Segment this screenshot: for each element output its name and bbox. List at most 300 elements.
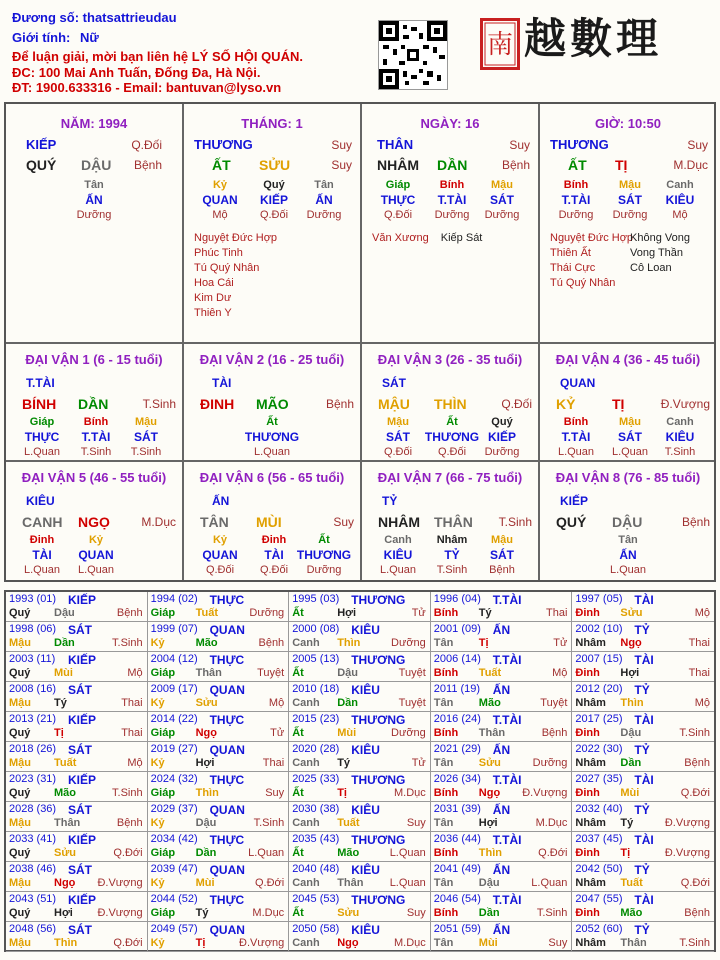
luck-title: ĐẠI VẬN 1 (6 - 15 tuổi) <box>25 352 163 367</box>
year-god: SÁT <box>68 803 92 817</box>
hidden-status: L.Quan <box>77 564 115 576</box>
year-god: TÀI <box>634 593 654 607</box>
year-stem: Nhâm <box>575 817 606 829</box>
year-stem: Mậu <box>9 937 31 949</box>
year-cell <box>289 802 431 832</box>
year-cell <box>289 772 431 802</box>
year-branch: Mão <box>478 697 501 709</box>
year-cell <box>148 592 290 622</box>
year-status: T.Sinh <box>112 787 143 799</box>
year-stem: Canh <box>292 937 320 949</box>
pillar-title: NĂM: 1994 <box>60 116 128 131</box>
year-branch: Tuất <box>195 607 218 619</box>
luck-status: M.Dục <box>141 515 176 529</box>
year-branch: Dần <box>620 757 642 769</box>
year-status: Dưỡng <box>391 727 426 739</box>
luck-god: KIÊU <box>26 494 55 508</box>
hidden-stem: Kỷ <box>212 179 228 191</box>
luck-god: TỶ <box>382 494 398 508</box>
year-branch: Mùi <box>337 727 357 739</box>
year-cell <box>148 802 290 832</box>
year-branch: Tý <box>337 757 351 769</box>
year-stem: Quý <box>9 847 31 859</box>
year-branch: Hợi <box>478 817 498 829</box>
year-branch: Thân <box>337 877 364 889</box>
hidden-status: T.Sinh <box>664 446 696 458</box>
year-god: T.TÀI <box>492 773 522 787</box>
year-status: Bệnh <box>258 637 285 649</box>
year-status: Đ.Vượng <box>664 847 710 859</box>
luck-stem: QUÝ <box>556 514 587 530</box>
year-status: M.Dục <box>252 907 285 919</box>
year-label: 2040 (48) <box>292 863 340 875</box>
year-god: SÁT <box>68 743 92 757</box>
hidden-stem: Mậu <box>387 416 409 428</box>
year-branch: Tý <box>620 817 634 829</box>
year-status: Q.Đới <box>113 847 143 859</box>
year-label: 2019 (27) <box>150 743 198 755</box>
year-cell <box>289 652 431 682</box>
year-status: Suy <box>406 907 426 919</box>
year-branch: Tuất <box>54 757 77 769</box>
year-branch: Tuất <box>620 877 643 889</box>
year-cell <box>572 922 714 952</box>
year-cell <box>289 592 431 622</box>
star-name: Thái Cực <box>550 262 596 274</box>
year-branch: Tị <box>478 637 489 649</box>
year-stem: Kỷ <box>150 817 165 829</box>
year-stem: Giáp <box>150 667 176 679</box>
year-stem: Canh <box>292 637 320 649</box>
hidden-god: ẤN <box>85 193 103 207</box>
year-label: 2049 (57) <box>150 923 198 935</box>
year-cell <box>431 772 573 802</box>
year-status: Thai <box>688 667 710 679</box>
year-god: SÁT <box>68 863 92 877</box>
year-status: Dưỡng <box>532 757 568 769</box>
year-cell <box>431 922 573 952</box>
year-status: Thai <box>121 727 143 739</box>
year-god: KIẾP <box>68 773 97 787</box>
year-cell <box>6 622 148 652</box>
hidden-status: Dưỡng <box>558 209 594 221</box>
year-stem: Bính <box>433 727 459 739</box>
year-label: 2047 (55) <box>575 893 623 905</box>
luck-god: T.TÀI <box>26 376 55 390</box>
year-cell <box>572 682 714 712</box>
luck-title: ĐẠI VẬN 5 (46 - 55 tuổi) <box>21 470 167 485</box>
hidden-status: L.Quan <box>611 446 649 458</box>
hidden-god: THƯƠNG <box>244 430 300 444</box>
year-stem: Canh <box>292 817 320 829</box>
star-list-right <box>630 231 690 276</box>
year-god: SÁT <box>68 683 92 697</box>
luck-stem: NHÂM <box>378 514 420 530</box>
pillar-top-status: Suy <box>509 138 530 152</box>
year-label: 2026 (34) <box>433 773 481 785</box>
year-god: KIÊU <box>351 743 380 757</box>
luck-status: Bệnh <box>681 515 710 529</box>
year-god: KIẾP <box>68 833 97 847</box>
year-label: 2007 (15) <box>575 653 623 665</box>
year-cell <box>6 922 148 952</box>
pillar-status: Suy <box>331 158 352 172</box>
year-god: ẤN <box>492 623 511 637</box>
year-status: Đ.Vượng <box>97 877 143 889</box>
year-label: 2000 (08) <box>292 623 340 635</box>
year-label: 2008 (16) <box>9 683 57 695</box>
year-stem: Bính <box>433 907 459 919</box>
year-cell <box>148 772 290 802</box>
year-cell <box>289 622 431 652</box>
year-stem: Nhâm <box>575 757 606 769</box>
pillar-stem: QUÝ <box>26 157 57 173</box>
year-cell <box>289 832 431 862</box>
year-status: Tử <box>411 757 426 769</box>
year-label: 1995 (03) <box>292 593 340 605</box>
hidden-god: KIẾP <box>487 430 516 444</box>
year-branch: Dậu <box>195 817 217 829</box>
year-label: 2042 (50) <box>575 863 623 875</box>
star-name: Thiên Ất <box>550 247 591 259</box>
year-stem: Mậu <box>9 757 31 769</box>
luck-branch: MÙI <box>256 514 282 530</box>
year-label: 2006 (14) <box>433 653 481 665</box>
year-cell <box>572 652 714 682</box>
hidden-stem: Kỷ <box>212 534 228 546</box>
year-god: THỰC <box>209 893 245 907</box>
year-god: QUAN <box>209 743 245 757</box>
year-label: 2041 (49) <box>433 863 481 875</box>
hidden-status: Q.Đối <box>259 564 289 576</box>
year-status: T.Sinh <box>253 817 285 829</box>
chart-grid <box>4 102 716 582</box>
year-god: TỶ <box>634 923 650 937</box>
luck-branch: DẬU <box>612 514 643 530</box>
star-name: Nguyệt Đức Hợp <box>194 232 278 244</box>
year-stem: Quý <box>9 667 31 679</box>
year-god: T.TÀI <box>492 713 522 727</box>
year-stem: Canh <box>292 697 320 709</box>
star-name: Tú Quý Nhân <box>194 262 260 274</box>
year-status: Tuyệt <box>398 667 426 679</box>
year-status: Đ.Vượng <box>664 817 710 829</box>
year-god: KIÊU <box>351 863 380 877</box>
year-cell <box>148 922 290 952</box>
year-status: Tuyệt <box>257 667 285 679</box>
gender-value: Nữ <box>79 30 99 45</box>
year-status: L.Quan <box>248 847 285 859</box>
year-stem: Kỷ <box>150 877 165 889</box>
year-branch: Tị <box>620 847 631 859</box>
year-cell <box>6 802 148 832</box>
year-label: 2023 (31) <box>9 773 57 785</box>
year-branch: Hợi <box>620 667 640 679</box>
name-label: Đương số: <box>12 10 80 25</box>
year-branch: Hợi <box>54 907 73 919</box>
pillar-cell <box>6 104 182 342</box>
pillar-top-god: THƯƠNG <box>194 137 253 152</box>
hidden-god: THƯƠNG <box>296 548 352 562</box>
year-status: Q.Đới <box>254 877 285 889</box>
pillar-top-status: Suy <box>331 138 352 152</box>
year-label: 2036 (44) <box>433 833 481 845</box>
hidden-status: Dưỡng <box>484 446 520 458</box>
hidden-god: TÀI <box>264 548 284 562</box>
hidden-stem: Tân <box>314 179 334 191</box>
hidden-god: TỶ <box>444 548 460 562</box>
hidden-god: SÁT <box>490 548 514 562</box>
luck-title: ĐẠI VẬN 4 (36 - 45 tuổi) <box>555 352 701 367</box>
year-label: 1994 (02) <box>150 593 198 605</box>
year-god: T.TÀI <box>492 653 522 667</box>
pillar-status: M.Dục <box>673 158 708 172</box>
luck-cell <box>6 344 182 460</box>
year-god: THƯƠNG <box>351 653 406 667</box>
pillar-branch: SỬU <box>259 157 291 173</box>
year-status: Mộ <box>552 667 568 679</box>
year-label: 2005 (13) <box>292 653 340 665</box>
year-branch: Mão <box>195 637 218 649</box>
year-stem: Mậu <box>9 637 31 649</box>
year-god: KIẾP <box>68 893 97 907</box>
hidden-god: THƯƠNG <box>424 430 480 444</box>
luck-god: TÀI <box>212 376 232 390</box>
year-label: 2044 (52) <box>150 893 198 905</box>
year-label: 1993 (01) <box>9 593 57 605</box>
qr-code-icon <box>378 20 448 90</box>
year-stem: Ất <box>292 667 304 679</box>
pillar-title: THÁNG: 1 <box>241 116 303 131</box>
hidden-stem: Ất <box>446 416 458 428</box>
year-label: 2010 (18) <box>292 683 340 695</box>
year-branch: Dậu <box>478 877 500 889</box>
year-branch: Tý <box>195 907 209 919</box>
year-god: THƯƠNG <box>351 833 406 847</box>
year-stem: Giáp <box>150 847 176 859</box>
year-label: 2050 (58) <box>292 923 340 935</box>
year-status: Q.Đới <box>538 847 568 859</box>
pillar-branch: DẬU <box>81 157 112 173</box>
hidden-stem: Đinh <box>29 534 55 546</box>
year-branch: Thân <box>620 937 647 949</box>
year-stem: Tân <box>433 697 454 709</box>
hidden-stem: Mậu <box>491 534 513 546</box>
hidden-god: ẤN <box>315 193 333 207</box>
hidden-stem: Kỷ <box>88 534 104 546</box>
year-god: ẤN <box>492 923 511 937</box>
year-cell <box>431 832 573 862</box>
year-branch: Thìn <box>195 787 219 799</box>
luck-stem: ĐINH <box>200 396 235 412</box>
contact-line: Để luận giải, mời bạn liên hệ LÝ SỐ HỘI QUÁN. <box>12 49 303 64</box>
year-cell <box>148 892 290 922</box>
year-branch: Dần <box>54 637 75 649</box>
star-list <box>194 231 277 321</box>
year-status: T.Sinh <box>112 637 143 649</box>
year-branch: Ngọ <box>337 937 359 949</box>
year-cell <box>431 592 573 622</box>
year-branch: Mùi <box>54 667 73 679</box>
year-label: 2028 (36) <box>9 803 57 815</box>
luck-title: ĐẠI VẬN 7 (66 - 75 tuổi) <box>377 470 523 485</box>
year-branch: Mùi <box>478 937 498 949</box>
year-stem: Giáp <box>150 607 176 619</box>
pillar-cell <box>540 104 716 342</box>
year-status: M.Dục <box>394 787 426 799</box>
year-status: T.Sinh <box>536 907 568 919</box>
year-stem: Nhâm <box>575 697 606 709</box>
year-status: M.Dục <box>394 937 426 949</box>
year-god: TỶ <box>634 803 650 817</box>
year-cell <box>572 622 714 652</box>
name-value: thatsattrieudau <box>82 10 177 25</box>
year-branch: Thìn <box>337 637 361 649</box>
star-name: Không Vong <box>630 232 690 244</box>
year-stem: Nhâm <box>575 937 606 949</box>
hidden-stem: Bính <box>83 416 109 428</box>
year-god: ẤN <box>492 803 511 817</box>
year-cell <box>289 862 431 892</box>
year-stem: Tân <box>433 637 454 649</box>
year-stem: Đinh <box>575 787 600 799</box>
year-cell <box>148 712 290 742</box>
year-stem: Ất <box>292 907 304 919</box>
luck-god: ẤN <box>212 494 230 508</box>
star-name: Tú Quý Nhân <box>550 277 616 289</box>
year-branch: Thìn <box>54 937 78 949</box>
star-name: Cô Loan <box>630 262 672 274</box>
year-cell <box>6 892 148 922</box>
luck-status: Bệnh <box>325 397 354 411</box>
hidden-god: SÁT <box>386 430 410 444</box>
hidden-god: KIẾP <box>259 193 288 207</box>
year-status: Suy <box>548 937 568 949</box>
year-status: Thai <box>121 697 143 709</box>
year-branch: Sửu <box>54 847 77 859</box>
hidden-status: Dưỡng <box>76 209 112 221</box>
year-god: TỶ <box>634 683 650 697</box>
hidden-stem: Giáp <box>29 416 55 428</box>
star-name: Kim Dư <box>194 292 232 304</box>
year-stem: Giáp <box>150 787 176 799</box>
star-list <box>550 231 633 291</box>
seal-glyph: 南 <box>486 30 514 60</box>
year-status: L.Quan <box>389 877 426 889</box>
year-stem: Kỷ <box>150 937 165 949</box>
year-cell <box>148 832 290 862</box>
year-cell <box>6 742 148 772</box>
year-status: Tử <box>553 637 568 649</box>
star-name: Thiên Y <box>194 307 232 319</box>
hidden-stem: Canh <box>384 534 412 546</box>
year-label: 2020 (28) <box>292 743 340 755</box>
year-cell <box>6 712 148 742</box>
hidden-stem: Nhâm <box>436 534 468 546</box>
year-god: TÀI <box>634 893 654 907</box>
year-status: Thai <box>545 607 568 619</box>
hidden-god: QUAN <box>202 193 238 207</box>
year-cell <box>572 742 714 772</box>
hidden-status: L.Quan <box>23 446 61 458</box>
year-cell <box>6 832 148 862</box>
year-label: 2046 (54) <box>433 893 481 905</box>
year-branch: Mùi <box>195 877 215 889</box>
pillar-stem: NHÂM <box>377 157 419 173</box>
hidden-god: T.TÀI <box>437 193 467 207</box>
year-god: KIẾP <box>68 593 97 607</box>
star-name: Phúc Tinh <box>194 247 243 259</box>
year-branch: Tị <box>337 787 347 799</box>
year-label: 2024 (32) <box>150 773 198 785</box>
hidden-stem: Canh <box>666 179 694 191</box>
hidden-status: T.Sinh <box>130 446 162 458</box>
year-stem: Bính <box>433 787 459 799</box>
year-status: Thai <box>688 637 710 649</box>
year-status: Dưỡng <box>391 637 426 649</box>
year-branch: Ngọ <box>478 787 501 799</box>
year-god: ẤN <box>492 863 511 877</box>
year-god: TỶ <box>634 863 650 877</box>
hidden-god: TÀI <box>32 548 52 562</box>
luck-cell <box>184 344 360 460</box>
year-label: 2030 (38) <box>292 803 340 815</box>
year-branch: Tị <box>54 727 64 739</box>
year-god: TỶ <box>634 623 650 637</box>
year-branch: Sửu <box>195 697 218 709</box>
year-label: 2011 (19) <box>433 683 481 695</box>
star-name: Nguyệt Đức Hợp <box>550 232 634 244</box>
luck-cell <box>362 344 538 460</box>
year-god: SÁT <box>68 923 92 937</box>
year-branch: Tý <box>54 697 67 709</box>
luck-branch: NGỌ <box>78 514 110 530</box>
year-branch: Dậu <box>620 727 642 739</box>
gender-label: Giới tính: <box>12 30 71 45</box>
year-god: ẤN <box>492 743 511 757</box>
year-stem: Mậu <box>9 877 31 889</box>
luck-god: KIẾP <box>560 494 589 508</box>
hidden-god: SÁT <box>618 193 642 207</box>
hidden-status: L.Quan <box>379 564 417 576</box>
year-cell <box>572 802 714 832</box>
year-cell <box>431 742 573 772</box>
year-status: Q.Đới <box>113 937 143 949</box>
year-cell <box>572 832 714 862</box>
pillar-cell <box>184 104 360 342</box>
year-branch: Dần <box>337 697 358 709</box>
year-god: ẤN <box>492 683 511 697</box>
year-stem: Mậu <box>9 817 31 829</box>
year-cell <box>6 592 148 622</box>
hidden-status: Q.Đối <box>205 564 235 576</box>
year-stem: Bính <box>433 667 459 679</box>
year-label: 2018 (26) <box>9 743 57 755</box>
year-cell <box>289 712 431 742</box>
year-status: Bệnh <box>684 907 710 919</box>
year-stem: Đinh <box>575 667 600 679</box>
year-stem: Tân <box>433 757 454 769</box>
hidden-stem: Bính <box>439 179 465 191</box>
year-stem: Kỷ <box>150 757 165 769</box>
hidden-stem: Bính <box>563 179 589 191</box>
year-label: 2001 (09) <box>433 623 481 635</box>
year-label: 2051 (59) <box>433 923 481 935</box>
luck-cell <box>362 462 538 578</box>
year-god: KIÊU <box>351 683 380 697</box>
year-branch: Tý <box>478 607 492 619</box>
year-status: Q.Đới <box>680 787 710 799</box>
